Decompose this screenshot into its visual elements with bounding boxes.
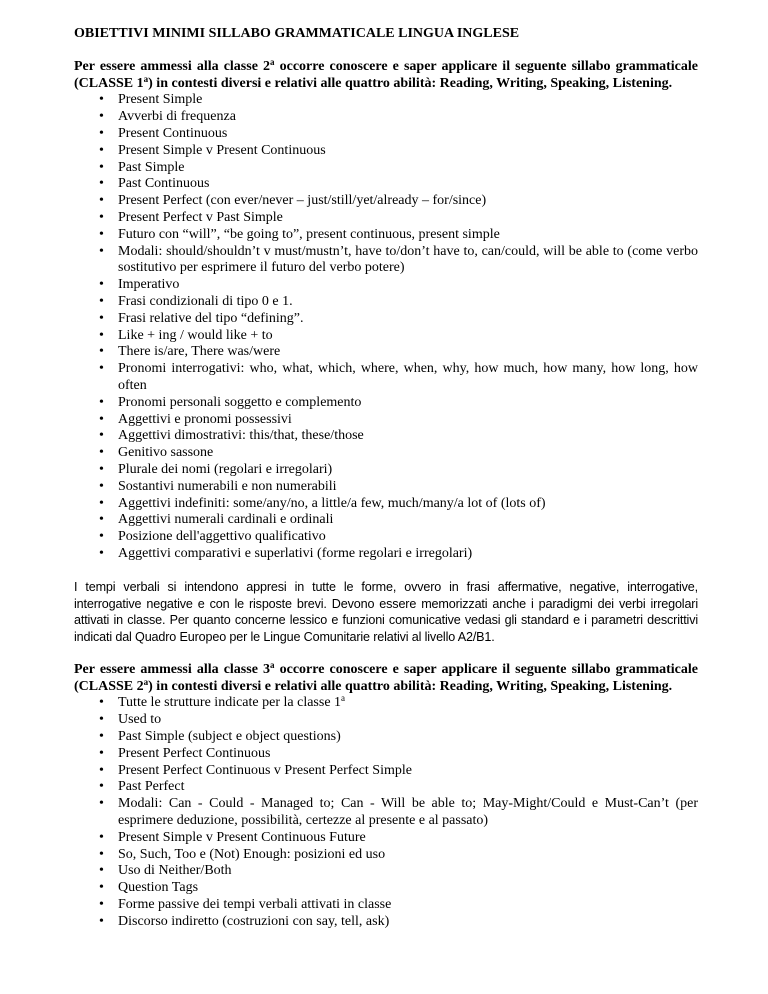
list-item: • Uso di Neither/Both bbox=[74, 863, 698, 880]
section-1-intro bbox=[74, 56, 698, 93]
intro-text: Per essere ammessi alla classe 3 bbox=[74, 661, 271, 677]
verb-tenses-note: I tempi verbali si intendono appresi in tutte le forme, ovvero in frasi affermative, negative, interrogative, interrogative negative e con le risposte brevi. Devono essere memorizzati anche i paradigmi dei verbi irregolari attivati in classe. Per quanto concerne lessico e funzioni comunicative vedasi gli standard e i parametri descrittivi indicati dal Quadro Europeo per le Lingue Comunitarie relativi al livello A2/B1. bbox=[74, 579, 698, 645]
list-item: • Past Simple (subject e object questions) bbox=[74, 729, 698, 746]
list-item: • Present Perfect Continuous v Present Perfect Simple bbox=[74, 763, 698, 780]
list-item: • Modali: should/shouldn’t v must/mustn’t, have to/don’t have to, can/could, will be able to (come verbo sostitutivo per esprimere il futuro del verbo potere) bbox=[74, 244, 698, 278]
superscript: a bbox=[143, 676, 149, 687]
list-item: • Question Tags bbox=[74, 880, 698, 897]
list-item: • Plurale dei nomi (regolari e irregolari) bbox=[74, 462, 698, 479]
list-item: • Pronomi interrogativi: who, what, which, where, when, why, how much, how many, how long, how often bbox=[74, 361, 698, 395]
list-item: • Present Simple v Present Continuous bbox=[74, 143, 698, 160]
list-item: • Present Simple bbox=[74, 92, 698, 109]
list-item: • Posizione dell'aggettivo qualificativo bbox=[74, 529, 698, 546]
list-item: • Past Perfect bbox=[74, 779, 698, 796]
list-item: • There is/are, There was/were bbox=[74, 344, 698, 361]
list-item: • Modali: Can - Could - Managed to; Can - Will be able to; May-Might/Could e Must-Can’t (per esprimere deduzione, possibilità, certezze al presente e al passato) bbox=[74, 796, 698, 830]
list-item: • Like + ing / would like + to bbox=[74, 328, 698, 345]
list-item-text: Tutte le strutture indicate per la classe 1 bbox=[118, 695, 342, 711]
list-item bbox=[74, 695, 698, 712]
list-item: • Futuro con “will”, “be going to”, present continuous, present simple bbox=[74, 227, 698, 244]
list-item: • Forme passive dei tempi verbali attivati in classe bbox=[74, 897, 698, 914]
list-item: • Aggettivi numerali cardinali e ordinali bbox=[74, 512, 698, 529]
intro-text: occorre conoscere e saper applicare il seguente sillabo grammaticale (CLASSE 2 bbox=[74, 661, 698, 694]
list-item: • Present Continuous bbox=[74, 126, 698, 143]
list-item: • So, Such, Too e (Not) Enough: posizioni ed uso bbox=[74, 847, 698, 864]
list-item: • Used to bbox=[74, 712, 698, 729]
section-2-intro bbox=[74, 659, 698, 696]
superscript: a bbox=[143, 73, 149, 84]
document-title: OBIETTIVI MINIMI SILLABO GRAMMATICALE LINGUA INGLESE bbox=[74, 26, 520, 41]
section-1-list bbox=[74, 92, 698, 562]
list-item: • Aggettivi indefiniti: some/any/no, a little/a few, much/many/a lot of (lots of) bbox=[74, 496, 698, 513]
list-item: • Sostantivi numerabili e non numerabili bbox=[74, 479, 698, 496]
list-item: • Aggettivi dimostrativi: this/that, these/those bbox=[74, 428, 698, 445]
intro-text: ) in contesti diversi e relativi alle quattro abilità: Reading, Writing, Speaking, Listening. bbox=[148, 75, 673, 91]
list-item: • Frasi relative del tipo “defining”. bbox=[74, 311, 698, 328]
list-item: • Past Continuous bbox=[74, 176, 698, 193]
list-item: • Present Perfect v Past Simple bbox=[74, 210, 698, 227]
document-page bbox=[74, 26, 698, 931]
list-item: • Imperativo bbox=[74, 277, 698, 294]
list-item: • Discorso indiretto (costruzioni con say, tell, ask) bbox=[74, 914, 698, 931]
superscript: a bbox=[270, 56, 275, 67]
list-item: • Pronomi personali soggetto e complemento bbox=[74, 395, 698, 412]
list-item: • Aggettivi comparativi e superlativi (forme regolari e irregolari) bbox=[74, 546, 698, 563]
superscript: a bbox=[270, 659, 275, 670]
intro-text: ) in contesti diversi e relativi alle quattro abilità: Reading, Writing, Speaking, Listening. bbox=[148, 678, 673, 694]
section-2-list bbox=[74, 695, 698, 930]
superscript: a bbox=[341, 693, 346, 704]
list-item: • Present Simple v Present Continuous Future bbox=[74, 830, 698, 847]
list-item: • Past Simple bbox=[74, 160, 698, 177]
list-item: • Frasi condizionali di tipo 0 e 1. bbox=[74, 294, 698, 311]
list-item: • Avverbi di frequenza bbox=[74, 109, 698, 126]
list-item: • Genitivo sassone bbox=[74, 445, 698, 462]
list-item: • Present Perfect (con ever/never – just/still/yet/already – for/since) bbox=[74, 193, 698, 210]
intro-text: Per essere ammessi alla classe 2 bbox=[74, 58, 271, 74]
intro-text: occorre conoscere e saper applicare il seguente sillabo grammaticale (CLASSE 1 bbox=[74, 58, 698, 91]
list-item: • Aggettivi e pronomi possessivi bbox=[74, 412, 698, 429]
list-item: • Present Perfect Continuous bbox=[74, 746, 698, 763]
